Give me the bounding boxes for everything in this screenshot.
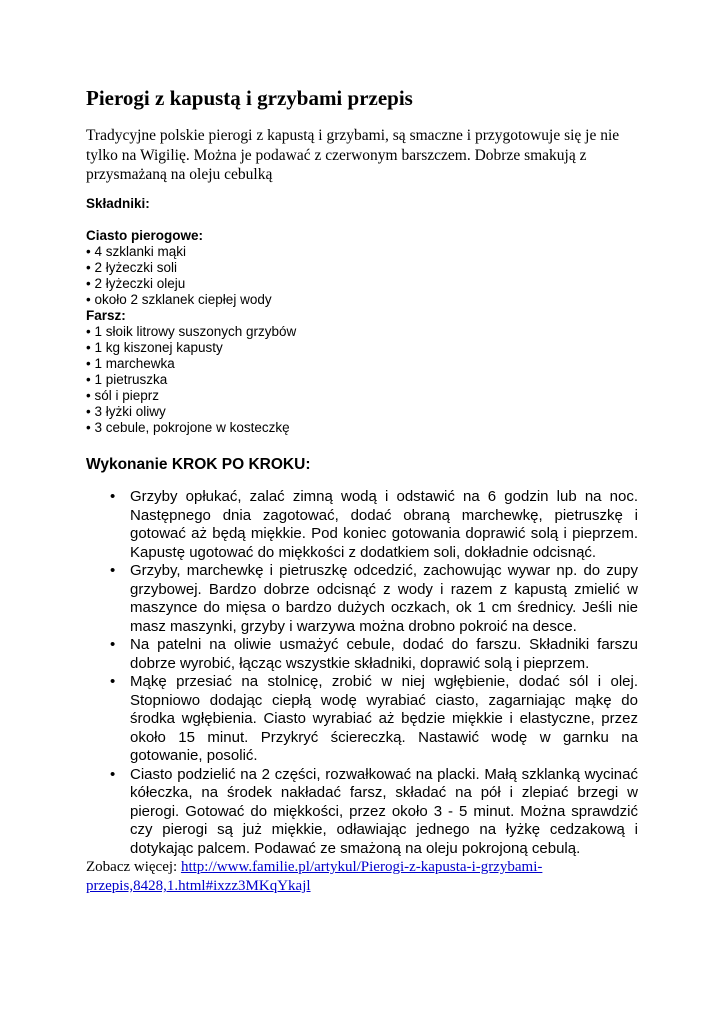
see-more-label: Zobacz więcej: [86, 859, 178, 875]
list-item: • 1 słoik litrowy suszonych grzybów [86, 324, 486, 340]
list-item: • 1 marchewka [86, 356, 486, 372]
steps-list [110, 488, 638, 858]
list-item: • 4 szklanki mąki [86, 244, 486, 260]
list-item: • 1 pietruszka [86, 372, 486, 388]
ingredients-heading: Składniki: [86, 196, 150, 211]
ingredients-list [86, 228, 486, 436]
list-item: • 3 łyżki oliwy [86, 404, 486, 420]
list-item: • sól i pieprz [86, 388, 486, 404]
list-item: • 3 cebule, pokrojone w kosteczkę [86, 420, 486, 436]
step-item: • Grzyby, marchewkę i pietruszkę odcedzić, zachowując wywar np. do zupy grzybowej. Bardzo dobrze odcisnąć z wody i razem z kapustą zmielić w maszynce do mięsa o bardzo dużych oczkach, ok 1 cm średnicy. Jeśli nie masz maszynki, grzyby i warzywa można drobno pokroić na desce. [110, 562, 638, 636]
list-item: • 1 kg kiszonej kapusty [86, 340, 486, 356]
step-item: • Ciasto podzielić na 2 części, rozwałkować na placki. Małą szklanką wycinać kółeczka, na środek nakładać farsz, składać na pół i zlepiać brzegi w pierogi. Gotować do miękkości, przez około 3 - 5 minut. Można sprawdzić czy pierogi są już miękkie, odławiając jednego na łyżkę cedzakową i dotykając palcem. Podawać ze smażoną na oleju pokrojoną cebulą. [110, 766, 638, 859]
list-item: • 2 łyżeczki soli [86, 260, 486, 276]
list-item: • około 2 szklanek ciepłej wody [86, 292, 486, 308]
see-more-footer [86, 858, 646, 896]
intro-paragraph: Tradycyjne polskie pierogi z kapustą i grzybami, są smaczne i przygotowuje się je nie tylko na Wigilię. Można je podawać z czerwonym barszczem. Dobrze smakują z przysmażaną na oleju cebulką [86, 127, 620, 183]
list-item: • 2 łyżeczki oleju [86, 276, 486, 292]
step-item: • Mąkę przesiać na stolnicę, zrobić w niej wgłębienie, dodać sól i olej. Stopniowo dodając ciepłą wodę wyrabiać ciasto, zagarniając mąkę do środka wgłębienia. Ciasto wyrabiać aż będzie miękkie i elastyczne, przez około 15 minut. Przykryć ściereczką. Nastawić wodę w garnku na gotowanie, posolić. [110, 673, 638, 766]
page-title: Pierogi z kapustą i grzybami przepis [86, 86, 413, 110]
steps-heading: Wykonanie KROK PO KROKU: [86, 456, 311, 473]
group-title-dough: Ciasto pierogowe: [86, 228, 204, 243]
group-title-filling: Farsz: [86, 308, 126, 323]
step-item: • Grzyby opłukać, zalać zimną wodą i odstawić na 6 godzin lub na noc. Następnego dnia zagotować, dodać obraną marchewkę, pietruszkę i gotować aż będą miękkie. Pod koniec gotowania doprawić solą i pieprzem. Kapustę ugotować do miękkości z dodatkiem soli, dokładnie odcisnąć. [110, 488, 638, 562]
source-link[interactable]: http://www.familie.pl/artykul/Pierogi-z-kapusta-i-grzybami-przepis,8428,1.html#ixzz3MKqYkajl [86, 859, 543, 894]
step-item: • Na patelni na oliwie usmażyć cebule, dodać do farszu. Składniki farszu dobrze wyrobić, łącząc wszystkie składniki, doprawić solą i pieprzem. [110, 636, 638, 673]
